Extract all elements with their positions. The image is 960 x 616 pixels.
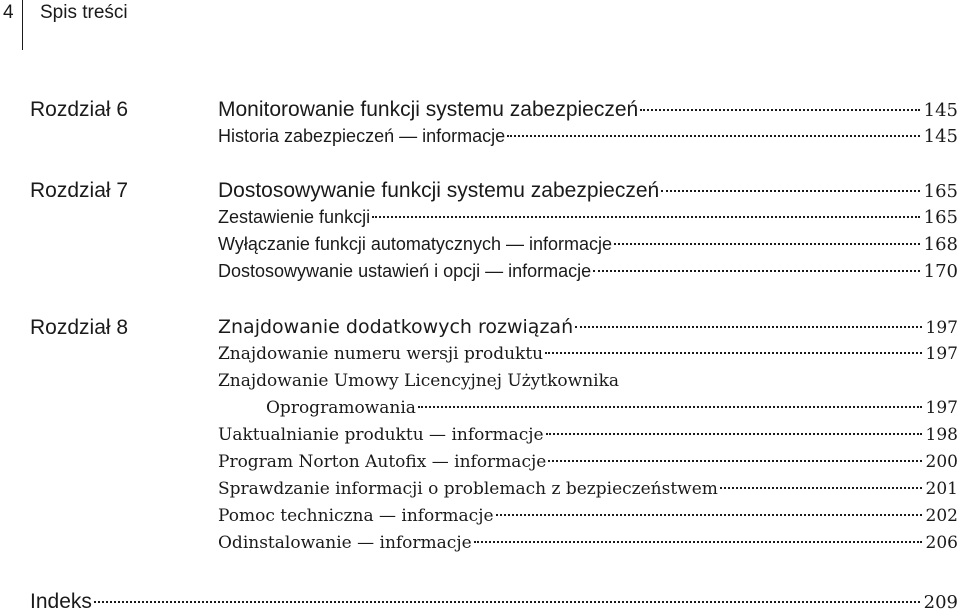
toc-entry-page: 145 [923, 100, 958, 121]
dot-leader [507, 135, 920, 137]
toc-entry-page: 209 [923, 592, 958, 613]
chapter-entries [218, 314, 958, 557]
toc-entry-page: 170 [923, 261, 958, 282]
toc-entry[interactable] [218, 123, 958, 150]
toc-entry[interactable] [218, 530, 958, 557]
dot-leader [94, 601, 920, 603]
toc-entry-page: 201 [925, 479, 958, 499]
toc-entry-page: 198 [925, 425, 958, 445]
header-divider [22, 0, 23, 50]
toc-entry[interactable] [218, 258, 958, 285]
dot-leader [545, 352, 921, 354]
toc-entry-title: Sprawdzanie informacji o problemach z bezpieczeństwem [218, 479, 718, 499]
page-number: 4 [3, 2, 14, 23]
dot-leader [614, 243, 920, 245]
toc-entry-page: 165 [923, 207, 958, 228]
toc-entry[interactable] [218, 503, 958, 530]
dot-leader [372, 216, 920, 218]
toc-entry[interactable] [218, 231, 958, 258]
toc-entry-title: Znajdowanie Umowy Licencyjnej Użytkownika [218, 371, 620, 391]
dot-leader [575, 326, 921, 328]
dot-leader [474, 541, 922, 543]
toc-entry-title: Wyłączanie funkcji automatycznych — informacje [218, 234, 612, 254]
toc-entry-page: 165 [923, 181, 958, 202]
toc-entry-title: Historia zabezpieczeń — informacje [218, 126, 506, 146]
toc-entry[interactable] [218, 422, 958, 449]
toc-entry-title: Monitorowanie funkcji systemu zabezpieczeń [218, 98, 639, 121]
chapter-label: Rozdział 8 [30, 316, 129, 339]
toc-entry-page: 168 [923, 234, 958, 255]
toc-entry[interactable] [218, 341, 958, 368]
toc-entry-title: Znajdowanie dodatkowych rozwiązań [218, 316, 574, 338]
dot-leader [546, 433, 922, 435]
toc-entry-title: Oprogramowania [266, 398, 416, 418]
toc-entry-page: 197 [925, 398, 958, 418]
dot-leader [661, 190, 919, 192]
toc-entry[interactable] [218, 177, 958, 204]
toc-entry-title: Zestawienie funkcji [218, 207, 371, 227]
running-header-title: Spis treści [40, 2, 128, 23]
toc-entry[interactable] [218, 204, 958, 231]
toc-entry-page: 197 [925, 344, 958, 364]
page-header [0, 0, 300, 50]
dot-leader [593, 270, 919, 272]
toc-entry-page: 197 [925, 318, 958, 338]
dot-leader [720, 487, 922, 489]
toc-entry-page: 202 [925, 506, 958, 526]
toc-entry-page: 145 [923, 126, 958, 147]
toc-entry[interactable] [218, 449, 958, 476]
chapter-label: Rozdział 7 [30, 179, 129, 202]
toc-entry[interactable] [218, 476, 958, 503]
toc-entry-continuation[interactable] [218, 395, 958, 422]
toc-entry[interactable] [218, 314, 958, 341]
toc-entry-title: Uaktualnianie produktu — informacje [218, 425, 544, 445]
toc-entry-title: Odinstalowanie — informacje [218, 533, 472, 553]
chapter-entries [218, 96, 958, 150]
toc-entry[interactable] [218, 368, 958, 395]
dot-leader [418, 406, 922, 408]
toc-entry-title: Znajdowanie numeru wersji produktu [218, 344, 544, 364]
toc-entry-page: 206 [925, 533, 958, 553]
chapter-entries [218, 177, 958, 285]
toc-entry-title: Pomoc techniczna — informacje [218, 506, 494, 526]
toc-entry-index[interactable] [30, 588, 958, 615]
dot-leader [548, 460, 921, 462]
toc-entry-page: 200 [925, 452, 958, 472]
toc-entry-title: Indeks [30, 590, 92, 613]
toc-entry-title: Dostosowywanie ustawień i opcji — informacje [218, 261, 592, 281]
chapter-label: Rozdział 6 [30, 98, 129, 121]
toc-entry[interactable] [218, 96, 958, 123]
dot-leader [496, 514, 922, 516]
dot-leader [640, 109, 919, 111]
toc-entry-title: Dostosowywanie funkcji systemu zabezpieczeń [218, 179, 660, 202]
toc-entry-title: Program Norton Autofix — informacje [218, 452, 547, 472]
